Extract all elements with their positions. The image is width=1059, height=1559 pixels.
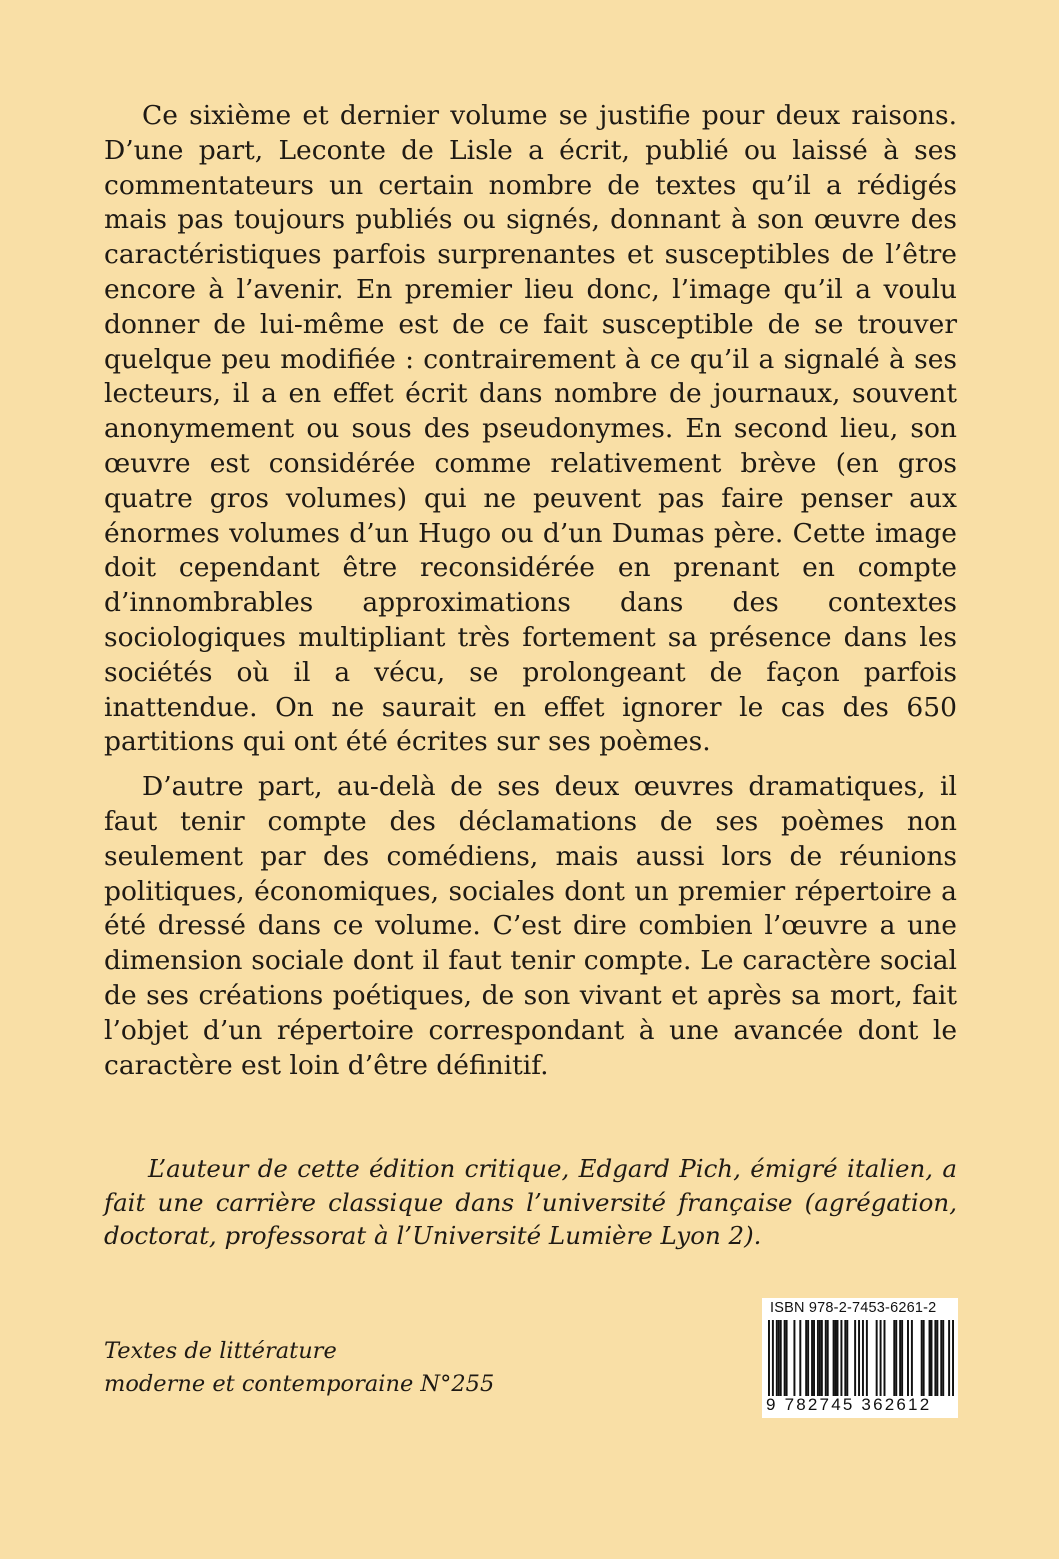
isbn-label: ISBN 978-2-7453-6261-2	[770, 1300, 937, 1316]
blurb-paragraph-1: Ce sixième et dernier volume se justifie pour deux raisons. D’une part, Leconte de Lisle a écrit, publié ou laissé à ses commentateurs un certain nombre de textes qu’il a rédigés mais pas toujours publiés ou signés, donnant à son œuvre des caractéristiques parfois surprenantes et susceptibles de l’être encore à l’avenir. En premier lieu donc, l’image qu’il a voulu donner de lui-même est de ce fait susceptible de se trouver quelque peu modifiée : contrairement à ce qu’il a signalé à ses lecteurs, il a en effet écrit dans nombre de journaux, souvent anonymement ou sous des pseudonymes. En second lieu, son œuvre est considérée comme relativement brève (en gros quatre gros volumes) qui ne peuvent pas faire penser aux énormes volumes d’un Hugo ou d’un Dumas père. Cette image doit cependant être reconsidérée en prenant en compte d’innombrables approximations dans des contextes sociologiques multipliant très fortement sa présence dans les sociétés où il a vécu, se prolongeant de façon parfois inattendue. On ne saurait en effet ignorer le cas des 650 partitions qui ont été écrites sur ses poèmes.	[104, 100, 957, 758]
barcode-bar	[813, 1320, 815, 1396]
barcode-bar	[923, 1320, 925, 1396]
barcode-bar	[866, 1320, 868, 1396]
barcode-bar	[846, 1320, 848, 1396]
barcode-bar	[819, 1320, 821, 1396]
series-line-1: Textes de littérature	[104, 1338, 337, 1364]
barcode-bar	[948, 1320, 950, 1396]
barcode-bar	[921, 1320, 923, 1396]
barcode-bar	[934, 1320, 936, 1396]
barcode-bar	[862, 1320, 864, 1396]
barcode-bar	[799, 1320, 801, 1396]
barcode-bar	[940, 1320, 942, 1396]
barcode-bar	[844, 1320, 846, 1396]
series-info	[104, 1335, 564, 1401]
barcode-bar	[876, 1320, 878, 1396]
barcode-bar	[931, 1320, 933, 1396]
barcode-bar	[884, 1320, 886, 1396]
barcode-bar	[880, 1320, 882, 1396]
author-note: L’auteur de cette édition critique, Edgard Pich, émigré italien, a fait une carrière classique dans l’université française (agrégation, doctorat, professorat à l’Université Lumière Lyon 2).	[104, 1154, 957, 1250]
barcode-bar	[858, 1320, 860, 1396]
barcode-bar	[786, 1320, 788, 1396]
barcode-bar	[854, 1320, 856, 1396]
barcode-bar	[835, 1320, 837, 1396]
barcode-bar	[942, 1320, 944, 1396]
barcode-bar	[772, 1320, 774, 1396]
barcode-bar	[901, 1320, 903, 1396]
barcode-bar	[825, 1320, 827, 1396]
blurb	[104, 99, 957, 1083]
barcode-bar	[895, 1320, 897, 1396]
barcode-bar	[833, 1320, 835, 1396]
barcode-bar	[776, 1320, 778, 1396]
barcode-bar	[907, 1320, 909, 1396]
series-line-2: moderne et contemporaine N°255	[104, 1371, 495, 1397]
barcode-bar	[821, 1320, 823, 1396]
barcode-bar	[911, 1320, 913, 1396]
barcode-digits: 9 782745 362612	[766, 1395, 932, 1414]
barcode-bar	[807, 1320, 809, 1396]
barcode-bar	[780, 1320, 782, 1396]
barcode-bar	[784, 1320, 786, 1396]
barcode-bar	[817, 1320, 819, 1396]
barcode-bar	[893, 1320, 895, 1396]
barcode-bar	[840, 1320, 842, 1396]
blurb-paragraph-2: D’autre part, au-delà de ses deux œuvres dramatiques, il faut tenir compte des déclamations de ses poèmes non seulement par des comédiens, mais aussi lors de réunions politiques, économiques, sociales dont un premier répertoire a été dressé dans ce volume. C’est dire combien l’œuvre a une dimension sociale dont il faut tenir compte. Le caractère social de ses créations poétiques, de son vivant et après sa mort, fait l’objet d’un répertoire correspondant à une avancée dont le caractère est loin d’être définitif.	[104, 771, 957, 1081]
barcode-bar	[827, 1320, 829, 1396]
barcode-bar	[811, 1320, 813, 1396]
barcode-bars	[768, 1320, 954, 1396]
barcode-bar	[952, 1320, 954, 1396]
barcode-bar	[778, 1320, 780, 1396]
barcode-bar	[793, 1320, 795, 1396]
barcode	[762, 1298, 958, 1418]
barcode-bar	[768, 1320, 770, 1396]
barcode-bar	[837, 1320, 839, 1396]
barcode-bar	[805, 1320, 807, 1396]
barcode-bar	[899, 1320, 901, 1396]
barcode-bar	[929, 1320, 931, 1396]
barcode-bar	[936, 1320, 938, 1396]
